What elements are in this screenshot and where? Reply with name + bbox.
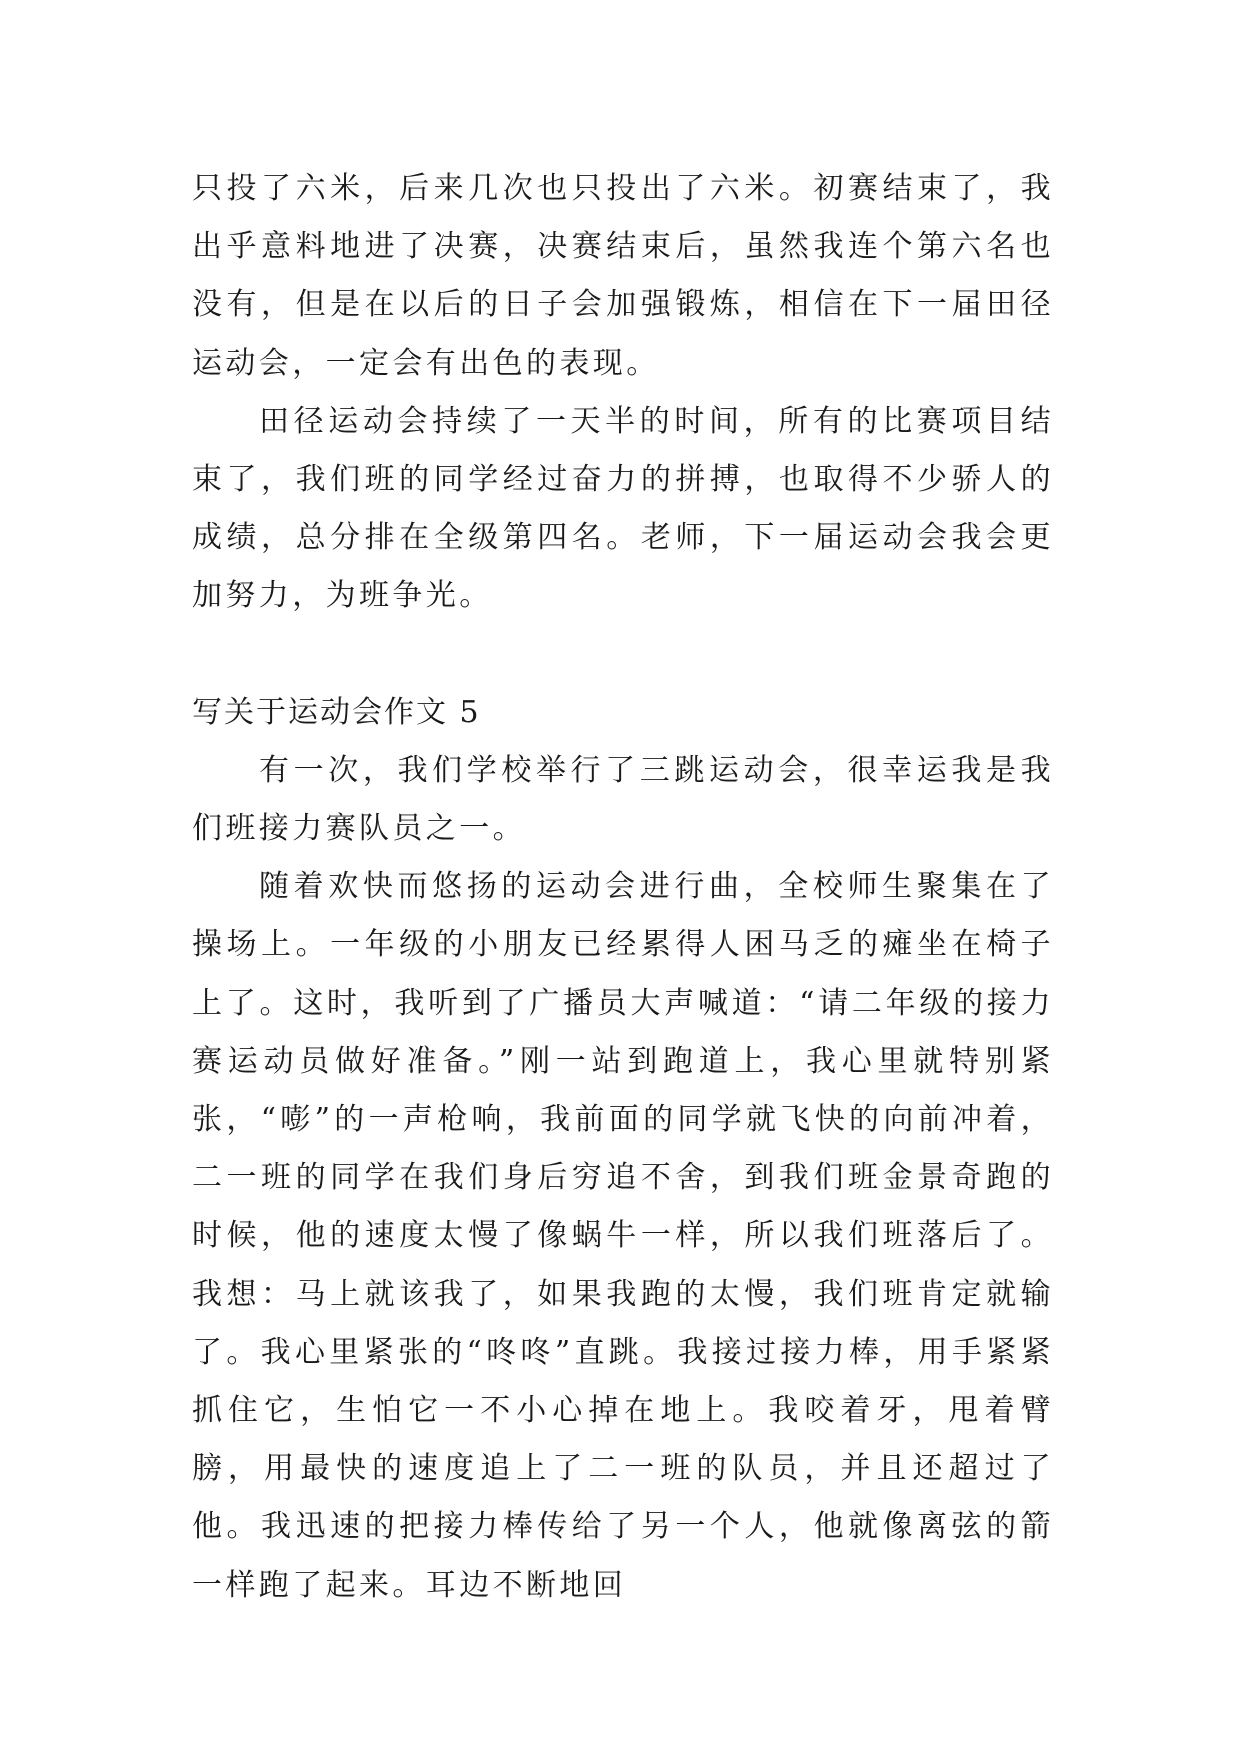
paragraph-meet-summary: 田径运动会持续了一天半的时间，所有的比赛项目结束了，我们班的同学经过奋力的拼搏，也取得不少骄人的成绩，总分排在全级第四名。老师，下一届运动会我会更加努力，为班争光。 xyxy=(192,403,1054,614)
paragraph-throw-result: 只投了六米，后来几次也只投出了六米。初赛结束了，我出乎意料地进了决赛，决赛结束后，虽然我连个第六名也没有，但是在以后的日子会加强锻炼，相信在下一届田径运动会，一定会有出色的表现。 xyxy=(192,171,1054,381)
paragraph-relay-story: 随着欢快而悠扬的运动会进行曲，全校师生聚集在了操场上。一年级的小朋友已经累得人困马乏的瘫坐在椅子上了。这时，我听到了广播员大声喊道：“请二年级的接力赛运动员做好准备。”刚一站到跑道上，我心里就特别紧张，“嘭”的一声枪响，我前面的同学就飞快的向前冲着，二一班的同学在我们身后穷追不舍，到我们班金景奇跑的时候，他的速度太慢了像蜗牛一样，所以我们班落后了。我想：马上就该我了，如果我跑的太慢，我们班肯定就输了。我心里紧张的“咚咚”直跳。我接过接力棒，用手紧紧抓住它，生怕它一不小心掉在地上。我咬着牙，甩着臂膀，用最快的速度追上了二一班的队员，并且还超过了他。我迅速的把接力棒传给了另一个人，他就像离弦的箭一样跑了起来。耳边不断地回 xyxy=(192,869,1054,1603)
section-heading: 写关于运动会作文 5 xyxy=(192,694,481,730)
section-spacer xyxy=(192,626,1054,684)
document-body xyxy=(192,160,1054,1615)
paragraph-relay-intro: 有一次，我们学校举行了三跳运动会，很幸运我是我们班接力赛队员之一。 xyxy=(192,752,1054,847)
